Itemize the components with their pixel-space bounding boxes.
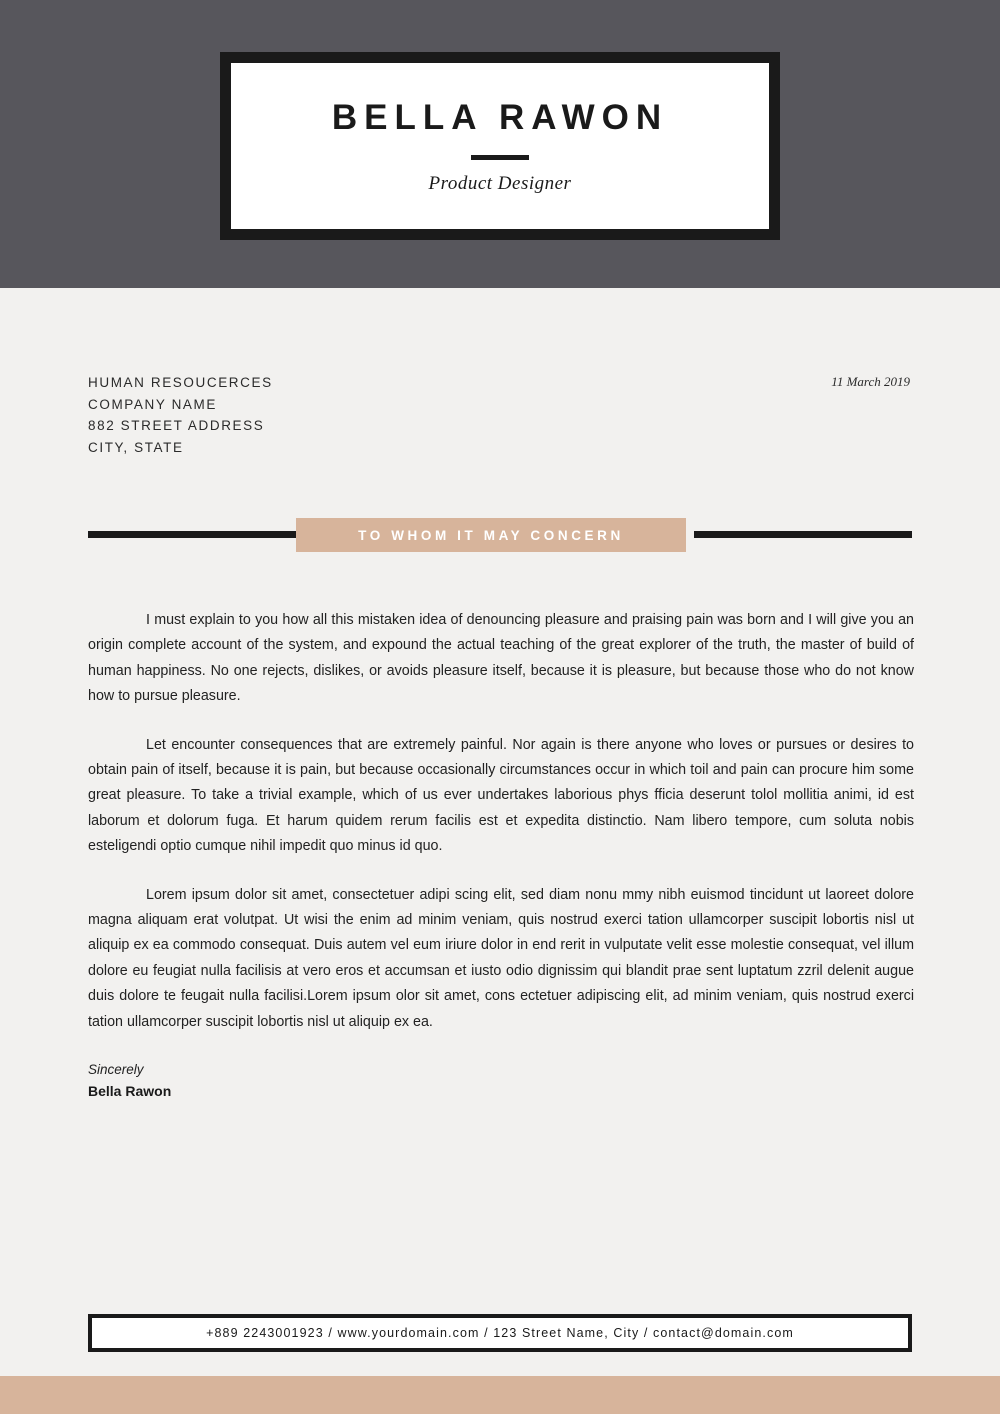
recipient-address [88, 372, 273, 458]
signature-block [88, 1062, 171, 1099]
body-paragraph-2: Let encounter consequences that are extremely painful. Nor again is there anyone who loves or pursues or desires to obtain pain of itself, because it is pain, but because occasionally circumstances occur in which toil and pain can procure him some great pleasure. To take a trivial example, which of us ever undertakes laborious phys fficia deserunt tolol mollitia animi, id est laborum et dolorum fuga. Et harum quidem rerum facilis est et expedita distinctio. Nam libero tempore, cum soluta nobis esteligendi optio cumque nihil impedit quo minus id quo. [88, 736, 914, 855]
salutation-rule-left [88, 531, 300, 538]
salutation-rule-right [694, 531, 912, 538]
name-plate [220, 52, 780, 240]
footer-contact-bar [88, 1314, 912, 1352]
salutation-text: TO WHOM IT MAY CONCERN [358, 527, 624, 543]
letter-body [88, 608, 914, 1058]
salutation-box [296, 518, 686, 552]
letter-date: 11 March 2019 [831, 374, 910, 389]
signature-name: Bella Rawon [88, 1083, 172, 1099]
recipient-line-4: CITY, STATE [88, 439, 184, 455]
footer-accent-band [0, 1376, 1000, 1414]
recipient-line-2: COMPANY NAME [88, 396, 217, 412]
body-paragraph-1: I must explain to you how all this mistaken idea of denouncing pleasure and praising pain was born and I will give you an origin complete account of the system, and expound the actual teaching of the great explorer of the truth, the master of build of human happiness. No one rejects, dislikes, or avoids pleasure itself, because it is pleasure, but because those who do not know how to pursue pleasure. [88, 612, 914, 705]
salutation-bar [88, 518, 912, 552]
footer-contact-text: +889 2243001923 / www.yourdomain.com / 123 Street Name, City / contact@domain.com [206, 1326, 794, 1340]
recipient-line-3: 882 STREET ADDRESS [88, 418, 265, 433]
title-divider [471, 155, 529, 160]
job-title: Product Designer [428, 172, 572, 194]
signature-closing: Sincerely [88, 1062, 144, 1077]
name-plate-inner [228, 60, 772, 232]
body-paragraph-3: Lorem ipsum dolor sit amet, consectetuer adipi scing elit, sed diam nonu mmy nibh euismod tincidunt ut laoreet dolore magna aliquam erat volutpat. Ut wisi the enim ad minim veniam, quis nostrud exerci tation ullamcorper suscipit lobortis nisl ut aliquip ex ea commodo consequat. Duis autem vel eum iriure dolor in end rerit in vulputate velit esse molestie consequat, vel illum dolore eu feugiat nulla facilisis at vero eros et accumsan et iusto odio dignissim qui blandit prae sent luptatum zzril delenit augue duis dolore te feugait nulla facilisi.Lorem ipsum olor sit amet, cons ectetuer adipiscing elit, ad minim veniam, quis nostrud exerci tation ullamcorper suscipit lobortis nisl ut aliquip ex ea. [88, 886, 914, 1030]
page-title: BELLA RAWON [331, 97, 669, 137]
recipient-line-1: HUMAN RESOUCERCES [88, 375, 273, 390]
